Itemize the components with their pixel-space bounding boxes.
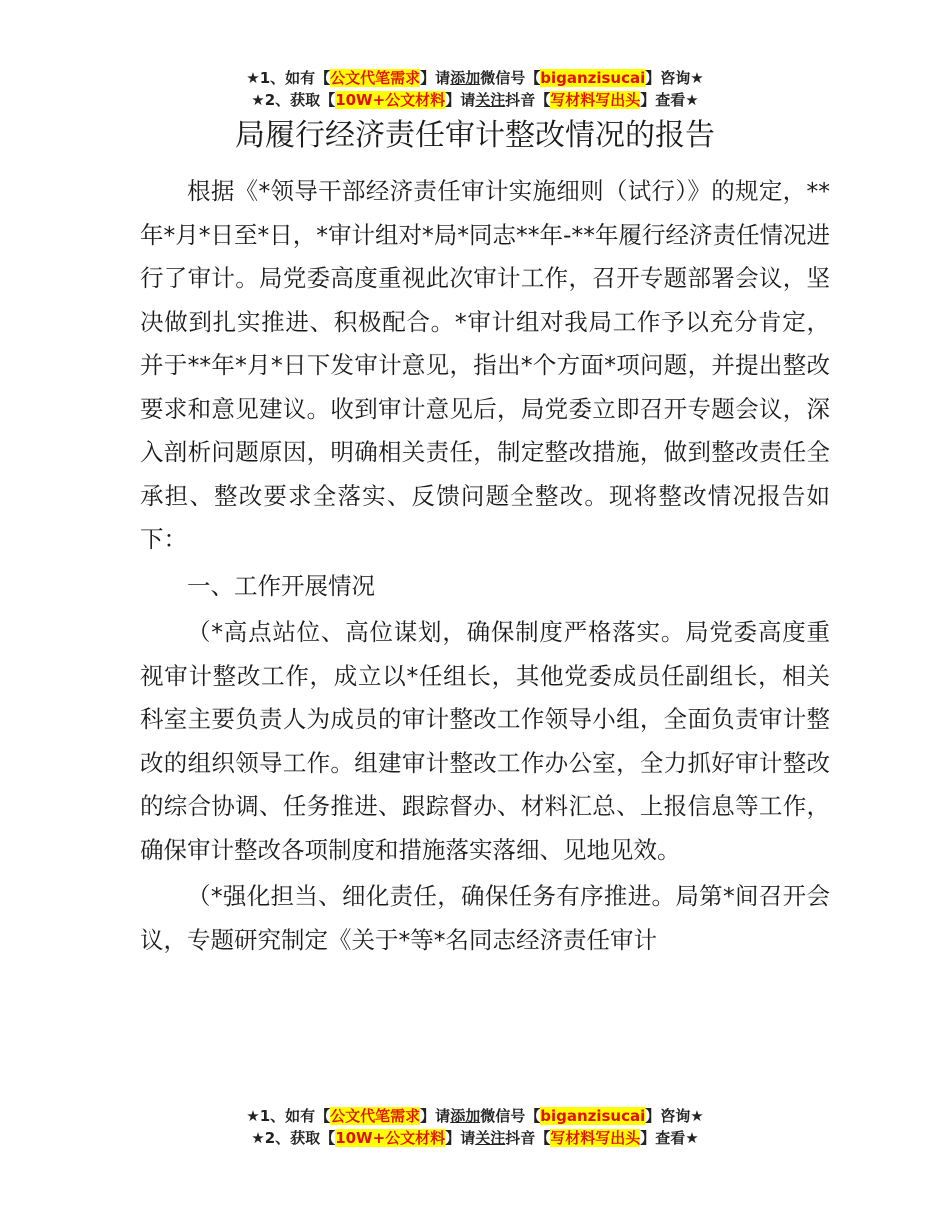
paragraph-item-2: （*强化担当、细化责任，确保任务有序推进。局第*间召开会议，专题研究制定《关于*等*名同志经济责任审计	[140, 882, 830, 954]
banner-line-1: ★1、如有【公文代笔需求】请添加微信号【biganzisucai】咨询★	[246, 1107, 704, 1125]
banner-highlight-douyin-id: 写材料写出头	[550, 1129, 641, 1147]
footer-banner	[0, 1105, 950, 1149]
paragraph-item-1: （*高点站位、高位谋划，确保制度严格落实。局党委高度重视审计整改工作，成立以*任组长，其他党委成员任副组长，相关科室主要负责人为成员的审计整改工作领导小组，全面负责审计整改的组织领导工作。组建审计整改工作办公室，全力抓好审计整改的综合协调、任务推进、跟踪督办、材料汇总、上报信息等工作，确保审计整改各项制度和措施落实落细、见地见效。	[140, 618, 830, 864]
banner-highlight: 公文代笔需求	[330, 69, 421, 87]
banner-line-2: ★2、获取【10W+公文材料】请关注抖音【写材料写出头】查看★	[251, 91, 699, 109]
banner-highlight-douyin-id: 写材料写出头	[550, 91, 641, 109]
banner-highlight: 公文代笔需求	[330, 1107, 421, 1125]
document-body	[140, 170, 830, 962]
banner-highlight-wechat-id: biganzisucai	[540, 69, 646, 87]
header-banner	[0, 67, 950, 111]
banner-highlight-wechat-id: biganzisucai	[540, 1107, 646, 1125]
section-heading: 一、工作开展情况	[187, 571, 375, 600]
banner-highlight: 10W+公文材料	[335, 91, 446, 109]
banner-highlight: 10W+公文材料	[335, 1129, 446, 1147]
document-title: 局履行经济责任审计整改情况的报告	[235, 118, 715, 153]
banner-line-2: ★2、获取【10W+公文材料】请关注抖音【写材料写出头】查看★	[251, 1129, 699, 1147]
banner-line-1: ★1、如有【公文代笔需求】请添加微信号【biganzisucai】咨询★	[246, 69, 704, 87]
paragraph-intro: 根据《*领导干部经济责任审计实施细则（试行）》的规定，**年*月*日至*日，*审计组对*局*同志**年-**年履行经济责任情况进行了审计。局党委高度重视此次审计工作，召开专题部署会议，坚决做到扎实推进、积极配合。*审计组对我局工作予以充分肯定，并于**年*月*日下发审计意见，指出*个方面*项问题，并提出整改要求和意见建议。收到审计意见后，局党委立即召开专题会议，深入剖析问题原因，明确相关责任，制定整改措施，做到整改责任全承担、整改要求全落实、反馈问题全整改。现将整改情况报告如下：	[140, 177, 830, 553]
